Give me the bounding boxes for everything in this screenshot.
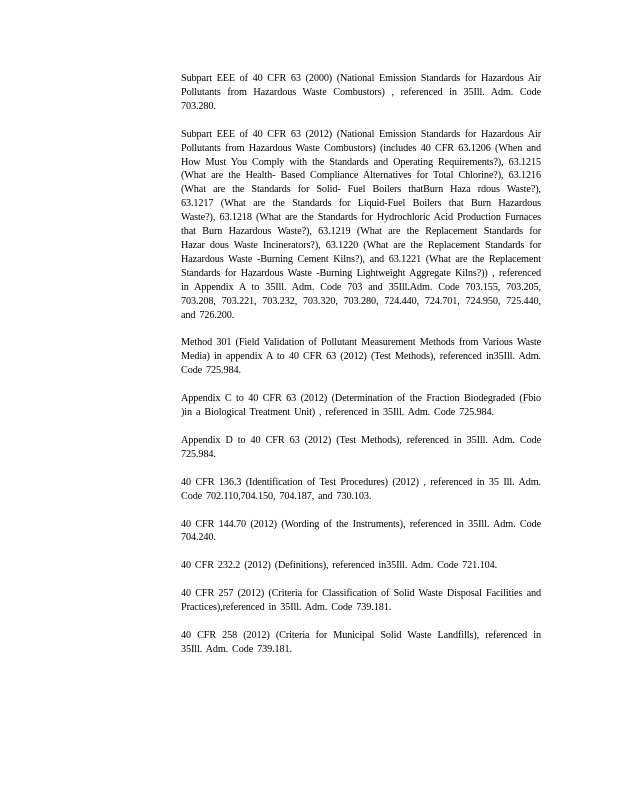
- reference-entry-appendix-d: Appendix D to 40 CFR 63 (2012) (Test Methods), referenced in 35Ill. Adm. Code 725.984.: [181, 434, 541, 460]
- reference-entry-subpart-eee-2012: Subpart EEE of 40 CFR 63 (2012) (National Emission Standards for Hazardous Air Pollutants from Hazardous Waste Combustors) (includes 40 CFR 63.1206 (When and How Must You Comply with the Standards and Operating Requirements?), 63.1215 (What are the Health- Based Compliance Alternatives for Total Chlorine?), 63.1216 (What are the Standards for Solid- Fuel Boilers thatBurn Haza rdous Waste?), 63.1217 (What are the Standards for Liquid-Fuel Boilers that Burn Hazardous Waste?), 63.1218 (What are the Standards for Hydrochloric Acid Production Furnaces that Burn Hazardous Waste?), 63.1219 (What are the Replacement Standards for Hazar dous Waste Incinerators?), 63.1220 (What are the Replacement Standards for Hazardous Waste -Burning Cement Kilns?), and 63.1221 (What are the Replacement Standards for Hazardous Waste -Burning Lightweight Aggregate Kilns?)) , referenced in Appendix A to 35Ill. Adm. Code 703 and 35Ill.Adm. Code 703.155, 703.205, 703.208, 703.221, 703.232, 703.320, 703.280, 724.440, 724.701, 724.950, 725.440, and 726.200.: [181, 128, 541, 321]
- reference-entry-40cfr-144-70: 40 CFR 144.70 (2012) (Wording of the Instruments), referenced in 35Ill. Adm. Code 704.240.: [181, 518, 541, 544]
- reference-entry-40cfr-232-2: 40 CFR 232.2 (2012) (Definitions), referenced in35Ill. Adm. Code 721.104.: [181, 560, 498, 572]
- reference-entry-subpart-eee-2000: Subpart EEE of 40 CFR 63 (2000) (National Emission Standards for Hazardous Air Pollutants from Hazardous Waste Combustors) , referenced in 35Ill. Adm. Code 703.280.: [181, 73, 541, 112]
- reference-entry-40cfr-258: 40 CFR 258 (2012) (Criteria for Municipal Solid Waste Landfills), referenced in 35Ill. Adm. Code 739.181.: [181, 630, 541, 655]
- reference-entry-appendix-c: Appendix C to 40 CFR 63 (2012) (Determination of the Fraction Biodegraded (Fbio )in a Biological Treatment Unit) , referenced in 35Ill. Adm. Code 725.984.: [181, 393, 541, 419]
- reference-entry-method-301: Method 301 (Field Validation of Pollutant Measurement Methods from Various Waste Media) in appendix A to 40 CFR 63 (2012) (Test Methods), referenced in35Ill. Adm. Code 725.984.: [181, 337, 541, 377]
- reference-entry-40cfr-257: 40 CFR 257 (2012) (Criteria for Classification of Solid Waste Disposal Facilities and Practices),referenced in 35Ill. Adm. Code 739.181.: [181, 588, 541, 614]
- document-body: [181, 72, 541, 671]
- reference-entry-40cfr-136-3: 40 CFR 136.3 (Identification of Test Procedures) (2012) , referenced in 35 Ill. Adm. Code 702.110,704.150, 704.187, and 730.103.: [181, 476, 541, 502]
